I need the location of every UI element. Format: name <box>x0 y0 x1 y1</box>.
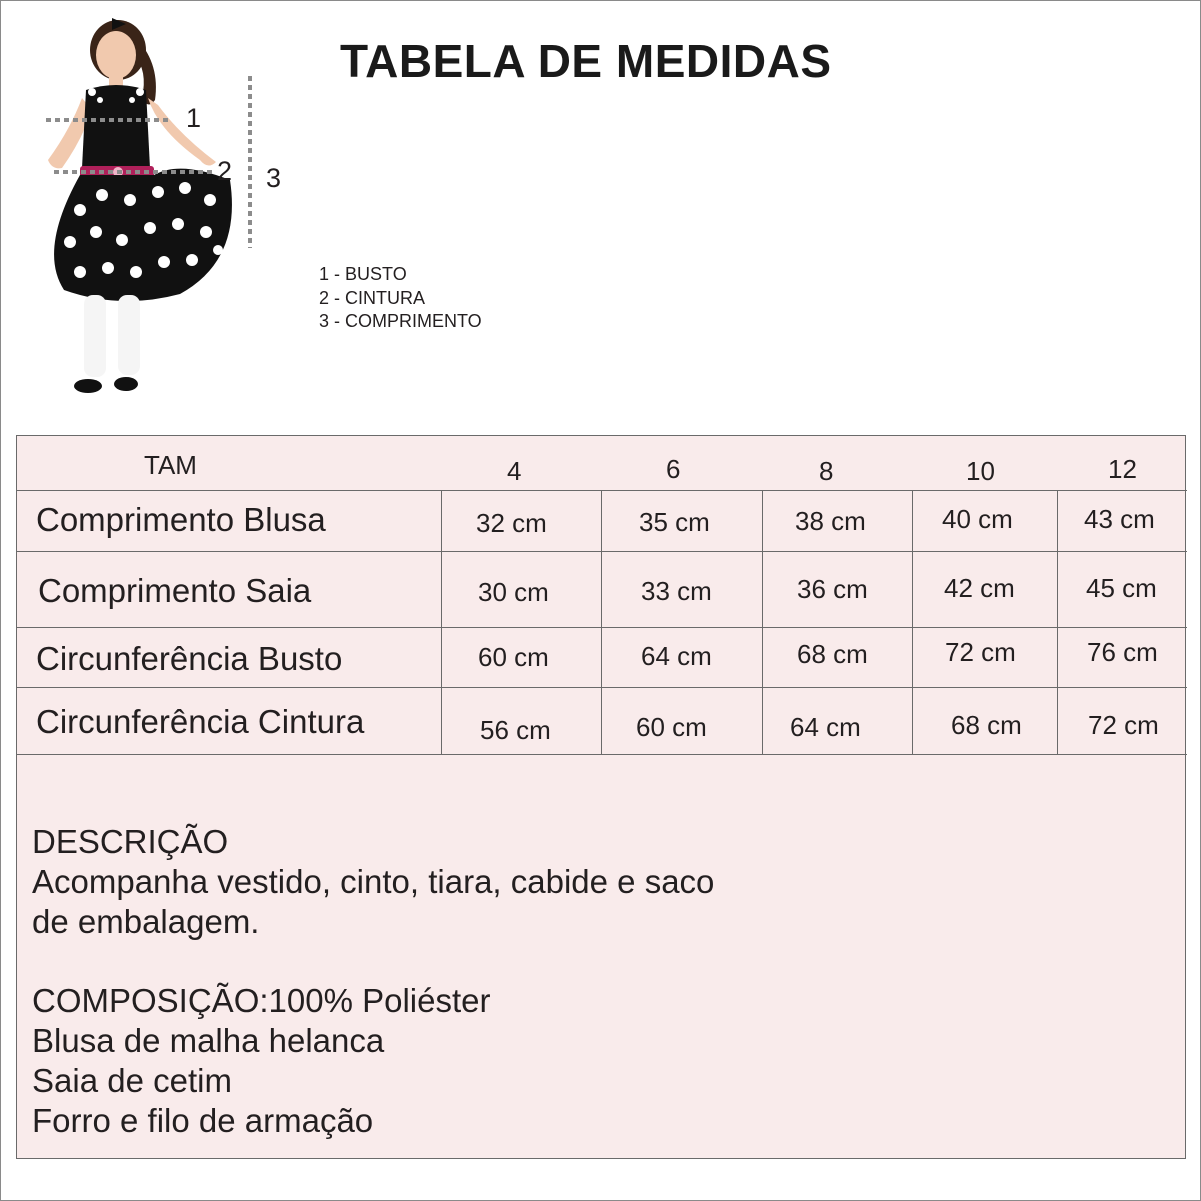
table-cell: 38 cm <box>795 506 866 536</box>
table-divider <box>1057 490 1058 754</box>
legend-item-length: 3 - COMPRIMENTO <box>319 311 482 331</box>
table-row-label: Circunferência Busto <box>36 640 343 677</box>
table-divider <box>17 687 1187 688</box>
table-cell: 76 cm <box>1087 637 1158 667</box>
table-header-size: 6 <box>666 454 681 484</box>
measurement-legend <box>319 263 482 334</box>
table-cell: 42 cm <box>944 573 1015 603</box>
composition-heading: COMPOSIÇÃO:100% Poliéster <box>32 982 491 1019</box>
legend-item-bust: 1 - BUSTO <box>319 264 407 284</box>
table-header-size: 12 <box>1108 454 1137 484</box>
table-header-tam: TAM <box>144 450 197 480</box>
description-line: de embalagem. <box>32 903 260 940</box>
table-divider <box>441 490 442 754</box>
table-cell: 32 cm <box>476 508 547 538</box>
table-divider <box>17 754 1187 755</box>
table-cell: 43 cm <box>1084 504 1155 534</box>
composition-line: Saia de cetim <box>32 1062 232 1099</box>
marker-label-waist: 2 <box>217 156 233 186</box>
page-title: TABELA DE MEDIDAS <box>340 35 832 87</box>
table-row-label: Circunferência Cintura <box>36 703 365 740</box>
table-cell: 45 cm <box>1086 573 1157 603</box>
description-heading: DESCRIÇÃO <box>32 823 229 860</box>
table-cell: 33 cm <box>641 576 712 606</box>
model-figure <box>30 10 290 405</box>
composition-line: Forro e filo de armação <box>32 1102 374 1139</box>
table-divider <box>17 551 1187 552</box>
table-row-label: Comprimento Blusa <box>36 501 326 538</box>
composition-line: Blusa de malha helanca <box>32 1022 385 1059</box>
description-line: Acompanha vestido, cinto, tiara, cabide e saco <box>32 863 715 900</box>
table-divider <box>912 490 913 754</box>
table-cell: 72 cm <box>1088 710 1159 740</box>
table-row-label: Comprimento Saia <box>38 572 312 609</box>
table-cell: 68 cm <box>797 639 868 669</box>
table-divider <box>17 490 1187 491</box>
table-divider <box>762 490 763 754</box>
marker-label-bust: 1 <box>186 103 202 133</box>
table-cell: 30 cm <box>478 577 549 607</box>
table-header-size: 8 <box>819 456 834 486</box>
table-cell: 60 cm <box>478 642 549 672</box>
table-cell: 68 cm <box>951 710 1022 740</box>
table-cell: 64 cm <box>641 641 712 671</box>
table-cell: 56 cm <box>480 715 551 745</box>
table-header-size: 4 <box>507 456 522 486</box>
table-divider <box>17 627 1187 628</box>
table-cell: 36 cm <box>797 574 868 604</box>
marker-label-length: 3 <box>266 163 282 193</box>
table-cell: 40 cm <box>942 504 1013 534</box>
table-cell: 72 cm <box>945 637 1016 667</box>
table-divider <box>601 490 602 754</box>
legend-item-waist: 2 - CINTURA <box>319 287 426 308</box>
table-cell: 64 cm <box>790 712 861 742</box>
table-header-size: 10 <box>966 456 995 486</box>
table-cell: 35 cm <box>639 507 710 537</box>
table-cell: 60 cm <box>636 712 707 742</box>
